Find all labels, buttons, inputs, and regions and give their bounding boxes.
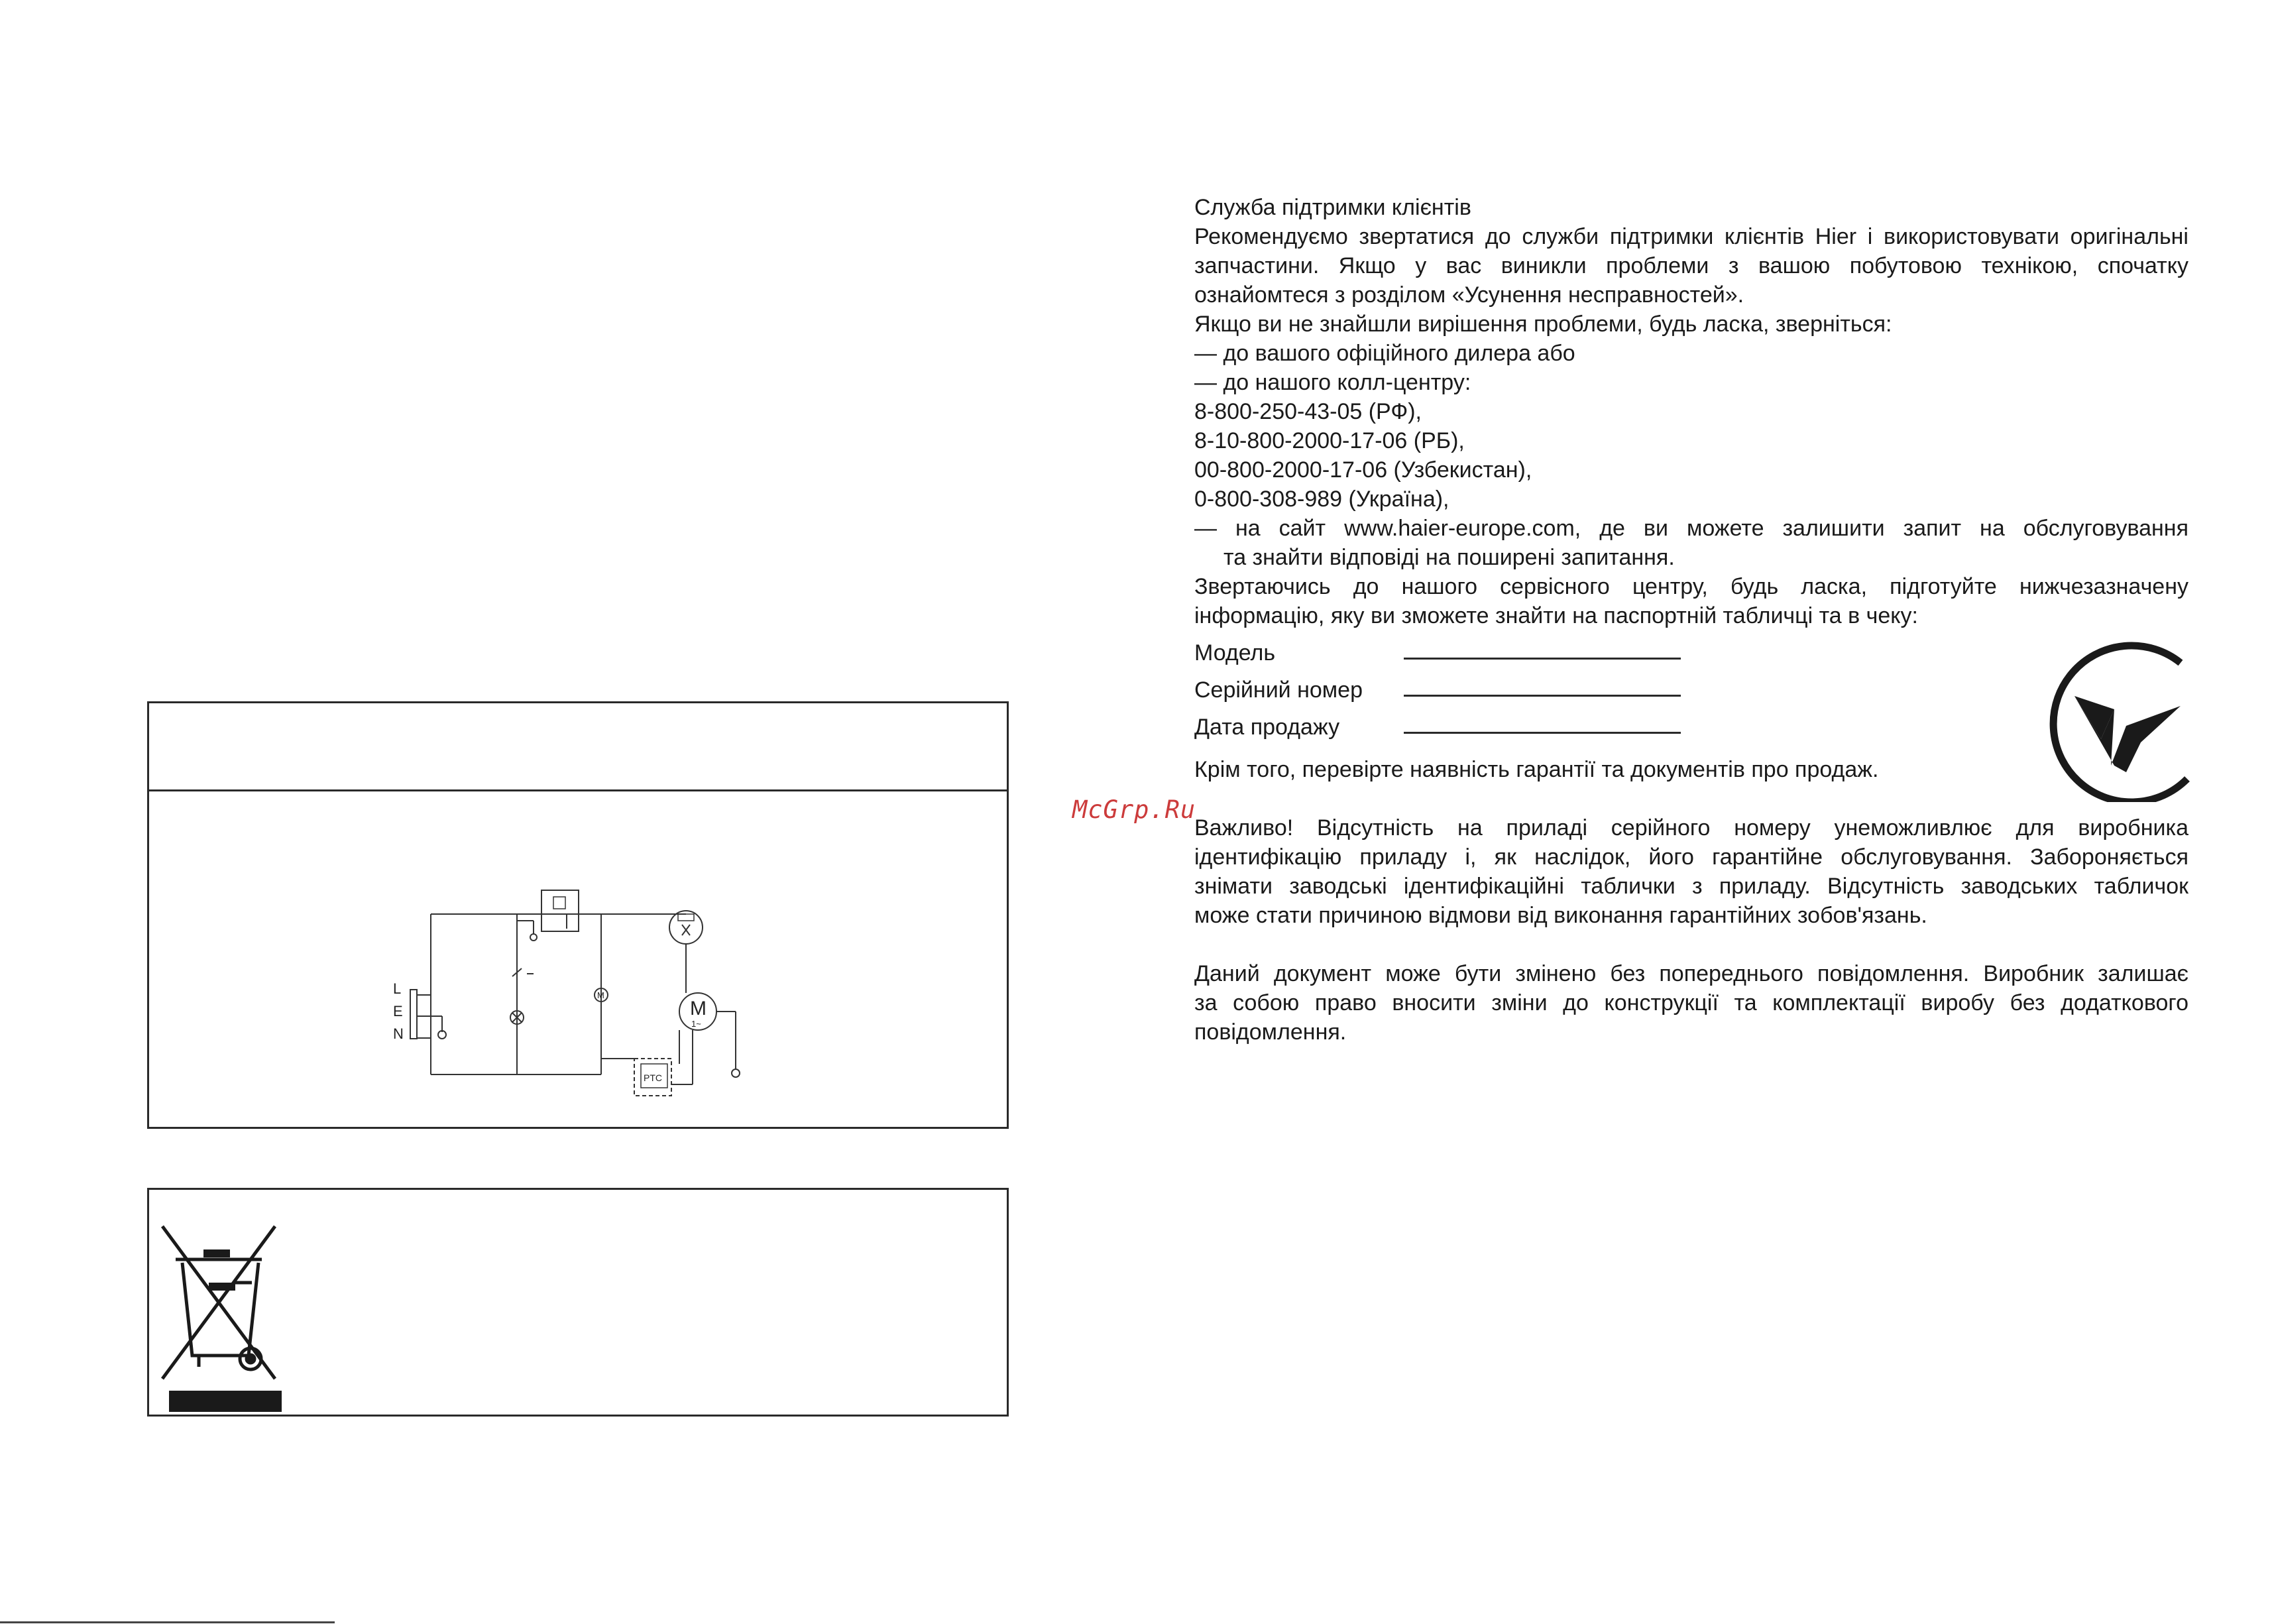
notice-line-2: за собою право вносити зміни до конструкції та комплектації виробу без додаткового <box>1194 990 2188 1015</box>
model-label: Модель <box>1194 640 1276 666</box>
phone-uz: 00-800-2000-17-06 (Узбекистан), <box>1194 457 1532 483</box>
wiring-diagram-box <box>147 701 1009 1129</box>
fan-motor-label: M <box>597 990 604 1000</box>
notice-line-1: Даний документ може бути змінено без попереднього повідомлення. Виробник залишає <box>1194 961 2188 986</box>
phone-ua: 0-800-308-989 (Україна), <box>1194 487 1449 512</box>
wiring-diagram-header <box>149 703 1007 791</box>
important-line-1: Важливо! Відсутність на приладі серійного номеру унеможливлює для виробника <box>1194 815 2188 841</box>
important-line-2: ідентифікацію приладу і, як наслідок, його гарантійне обслуговування. Забороняється <box>1194 844 2188 870</box>
prepare-line-1: Звертаючись до нашого сервісного центру, будь ласка, підготуйте нижчезазначену <box>1194 574 2188 599</box>
sale-date-field <box>1404 715 1681 734</box>
wiring-diagram <box>368 836 779 1114</box>
form-row-serial <box>1194 667 2188 705</box>
prepare-line-2: інформацію, яку ви зможете знайти на паспортній табличці та в чеку: <box>1194 603 1919 628</box>
important-line-4: може стати причиною відмови від виконання гарантійних зобов'язань. <box>1194 903 1927 928</box>
notice-line-3: повідомлення. <box>1194 1019 1347 1045</box>
website-line-1: — на сайт www.haier-europe.com, де ви можете залишити запит на обслуговування <box>1194 516 2188 541</box>
model-field <box>1404 640 1681 660</box>
intro-line-1: Рекомендуємо звертатися до служби підтримки клієнтів Hier і використовувати оригінальні <box>1194 224 2188 249</box>
compressor-motor-label: M <box>690 998 707 1019</box>
section-title: Служба підтримки клієнтів <box>1194 195 1471 220</box>
crossed-out-wheelie-bin-icon <box>156 1213 288 1412</box>
website-line-2: та знайти відповіді на поширені запитання. <box>1223 545 1675 570</box>
serial-number-field <box>1404 677 1681 697</box>
form-row-model <box>1194 630 2188 667</box>
sale-date-label: Дата продажу <box>1194 715 1340 740</box>
check-documents-text: Крім того, перевірте наявність гарантії та документів про продаж. <box>1194 757 1879 782</box>
not-found-text: Якщо ви не знайшли вирішення проблеми, будь ласка, зверніться: <box>1194 312 1892 337</box>
contact-dealer: — до вашого офіційного дилера або <box>1194 341 1575 366</box>
phone-rf: 8-800-250-43-05 (РФ), <box>1194 399 1422 424</box>
phone-rb: 8-10-800-2000-17-06 (РБ), <box>1194 428 1465 453</box>
terminal-L: L <box>393 980 402 997</box>
recycling-box <box>147 1188 1009 1417</box>
intro-line-2: запчастини. Якщо у вас виникли проблеми з вашою побутовою технікою, спочатку <box>1194 253 2188 278</box>
ptc-label: PTC <box>644 1073 662 1083</box>
serial-number-label: Серійний номер <box>1194 677 1363 703</box>
footer-rule <box>0 1621 335 1623</box>
watermark: McGrp.Ru <box>1072 795 1196 824</box>
contact-callcenter: — до нашого колл-центру: <box>1194 370 1471 395</box>
customer-service-section <box>1194 193 2188 1047</box>
important-line-3: знімати заводські ідентифікаційні таблички з приладу. Відсутність заводських табличок <box>1194 874 2188 899</box>
compressor-phase-label: 1~ <box>691 1019 701 1029</box>
form-row-date <box>1194 705 2188 742</box>
intro-line-3: ознайомтеся з розділом «Усунення несправностей». <box>1194 282 1744 308</box>
terminal-E: E <box>393 1003 403 1019</box>
terminal-N: N <box>393 1025 404 1042</box>
